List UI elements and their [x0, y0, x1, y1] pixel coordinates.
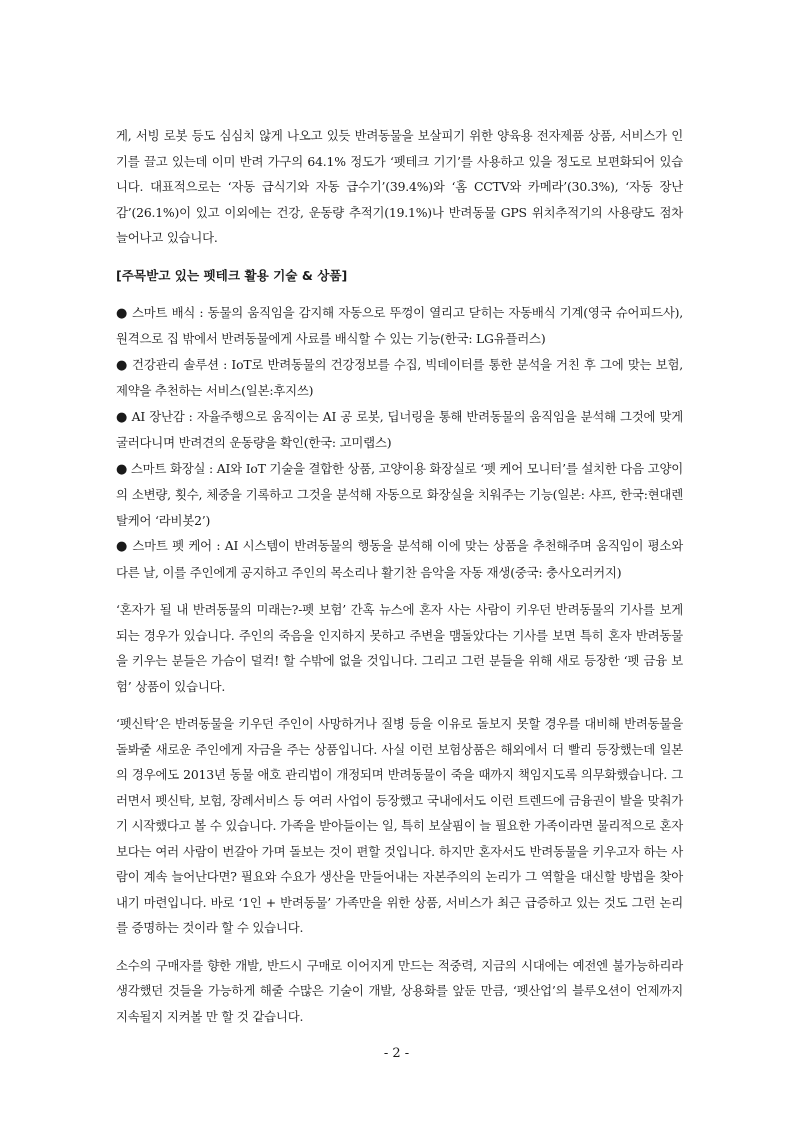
list-item: [116, 300, 683, 352]
bullet-icon: ●: [116, 305, 128, 321]
list-item: [116, 533, 683, 585]
section-heading: [주목받고 있는 펫테크 활용 기술 & 상품]: [116, 267, 348, 283]
insurance-paragraph: ‘혼자가 될 내 반려동물의 미래는?-펫 보험’ 간혹 뉴스에 혼자 사는 사람이 키우던 반려동물의 기사를 보게 되는 경우가 있습니다. 주인의 죽음을 인지하지 못하고 주변을 맴돌았다는 기사를 보면 특히 혼자 반려동물을 키우는 분들은 가슴이 덜컥! 할 수밖에 없을 것입니다. 그리고 그런 분들을 위해 새로 등장한 ‘펫 금융 보험’ 상품이 있습니다.: [116, 602, 683, 694]
list-item: [116, 456, 683, 534]
list-item: [116, 352, 683, 404]
bullet-icon: ●: [116, 357, 128, 373]
bullet-icon: ●: [116, 539, 128, 554]
intro-paragraph: 게, 서빙 로봇 등도 심심치 않게 나오고 있듯 반려동물을 보살피기 위한 양육용 전자제품 상품, 서비스가 인기를 끌고 있는데 이미 반려 가구의 64.1% 정도가 ‘펫테크 기기’를 사용하고 있을 정도로 보편화되어 있습니다. 대표적으로는 ‘자동 급식기와 자동 급수기’(39.4%)와 ‘홈 CCTV와 카메라’(30.3%), ‘자동 장난감’(26.1%)이 있고 이외에는 건강, 운동량 추적기(19.1%)나 반려동물 GPS 위치추적기의 사용량도 점차 늘어나고 있습니다.: [116, 128, 683, 245]
list-item-text: 스마트 화장실 : AI와 IoT 기술을 결합한 상품, 고양이용 화장실로 ‘펫 케어 모니터’를 설치한 다음 고양이의 소변량, 횟수, 체중을 기록하고 그것을 분석해 자동으로 화장실을 치워주는 기능(일본: 샤프, 한국:현대렌탈케어 ‘라비봇2’): [116, 460, 683, 528]
list-item-text: 스마트 배식 : 동물의 움직임을 감지해 자동으로 뚜껑이 열리고 닫히는 자동배식 기계(영국 슈어피드사), 원격으로 집 밖에서 반려동물에게 사료를 배식할 수 있는 기능(한국: LG유플러스): [116, 304, 683, 346]
list-item-text: AI 장난감 : 자율주행으로 움직이는 AI 공 로봇, 딥너링을 통해 반려동물의 움직임을 분석해 그것에 맞게 굴러다니며 반려견의 운동량을 확인(한국: 고미랩스): [116, 408, 683, 450]
conclusion-paragraph: 소수의 구매자를 향한 개발, 반드시 구매로 이어지게 만드는 적중력, 지금의 시대에는 예전엔 불가능하리라 생각했던 것들을 가능하게 해줄 수많은 기술이 개발, 상용화를 앞둔 만큼, ‘펫산업’의 블루오션이 언제까지 지속될지 지켜볼 만 할 것 같습니다.: [116, 957, 683, 1024]
document-body: [116, 123, 683, 1029]
trust-paragraph: ‘펫신탁’은 반려동물을 키우던 주인이 사망하거나 질병 등을 이유로 돌보지 못할 경우를 대비해 반려동물을 돌봐줄 새로운 주인에게 자금을 주는 상품입니다. 사실 이런 보험상품은 해외에서 더 빨리 등장했는데 일본의 경우에도 2013년 동물 애호 관리법이 개정되며 반려동물이 죽을 때까지 책임지도록 의무화했습니다. 그러면서 펫신탁, 보험, 장례서비스 등 여러 사업이 등장했고 국내에서도 이런 트렌드에 금융권이 발을 맞춰가기 시작했다고 볼 수 있습니다. 가족을 받아들이는 일, 특히 보살핌이 늘 필요한 가족이라면 물리적으로 혼자보다는 여러 사람이 번갈아 가며 돌보는 것이 편할 것입니다. 하지만 혼자서도 반려동물을 키우고자 하는 사람이 계속 늘어난다면? 필요와 수요가 생산을 만들어내는 자본주의의 논리가 그 역할을 대신할 방법을 찾아내기 마련입니다. 바로 ‘1인 + 반려동물’ 가족만을 위한 상품, 서비스가 최근 급증하고 있는 것도 그런 논리를 증명하는 것이라 할 수 있습니다.: [116, 716, 683, 935]
page-number: - 2 -: [383, 1046, 410, 1061]
list-item-text: 스마트 펫 케어 : AI 시스템이 반려동물의 행동을 분석해 이에 맞는 상품을 추천해주며 움직임이 평소와 다른 날, 이를 주인에게 공지하고 주인의 목소리나 활기찬 음악을 자동 재생(중국: 충사오러커지): [116, 538, 683, 580]
list-item: [116, 404, 683, 456]
bullet-icon: ●: [116, 461, 128, 477]
list-item-text: 건강관리 솔루션 : IoT로 반려동물의 건강정보를 수집, 빅데이터를 통한 분석을 거친 후 그에 맞는 보험, 제약을 추천하는 서비스(일본:후지쓰): [116, 356, 683, 398]
bullet-list: [116, 300, 683, 586]
bullet-icon: ●: [116, 409, 128, 425]
